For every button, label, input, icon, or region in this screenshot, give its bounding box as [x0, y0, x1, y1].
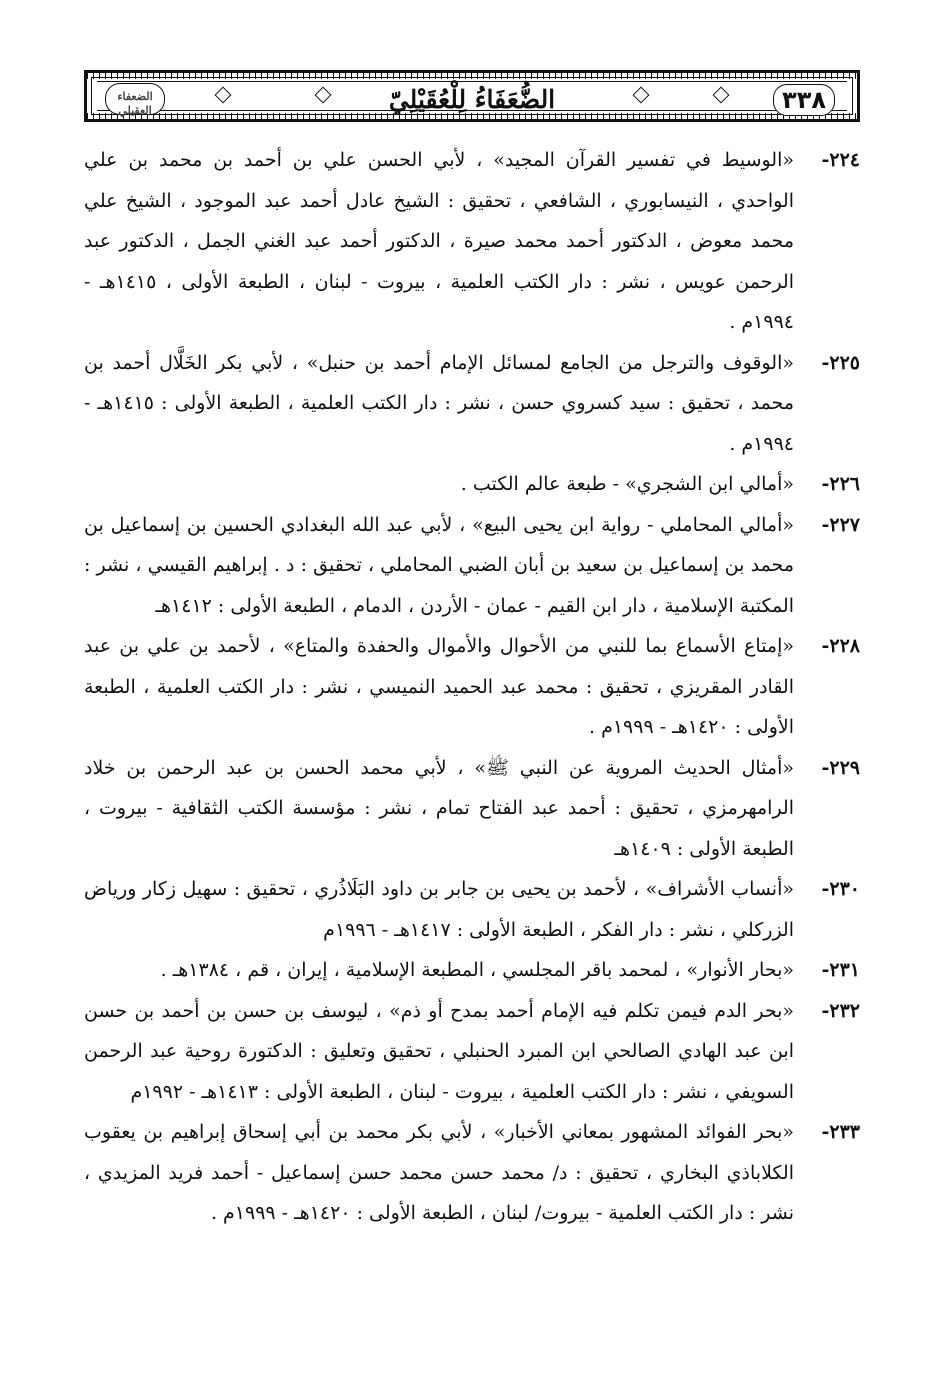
entry-text: «بحر الفوائد المشهور بمعاني الأخبار» ، لأبي بكر محمد بن أبي إسحاق إبراهيم بن يعقوب الكلاباذي البخاري ، تحقيق : د/ محمد حسن محمد حسن إسماعيل - أحمد فريد المزيدي ، نشر : دار الكتب العلمية - بيروت/ لبنان ، الطبعة الأولى : ١٤٢٠هـ - ١٩٩٩م . — [84, 1121, 794, 1224]
bibliography-entry — [84, 748, 860, 870]
entry-text: «بحار الأنوار» ، لمحمد باقر المجلسي ، المطبعة الإسلامية ، إيران ، قم ، ١٣٨٤هـ . — [160, 959, 794, 981]
entry-text: «الوسيط في تفسير القرآن المجيد» ، لأبي الحسن علي بن أحمد بن محمد بن علي الواحدي ، النيسابوري ، الشافعي ، تحقيق : الشيخ عادل أحمد عبد الموجود ، الشيخ علي محمد معوض ، الدكتور أحمد محمد صيرة ، الدكتور أحمد عبد الغني الجمل ، الدكتور عبد الرحمن عويس ، نشر : دار الكتب العلمية ، بيروت - لبنان ، الطبعة الأولى ، ١٤١٥هـ - ١٩٩٤م . — [84, 149, 794, 333]
entry-number: ٢٢٦- — [821, 473, 860, 495]
entry-number: ٢٣١- — [821, 959, 860, 981]
entry-number: ٢٢٥- — [821, 351, 860, 374]
entry-number: ٢٢٨- — [821, 635, 860, 657]
entry-text: «الوقوف والترجل من الجامع لمسائل الإمام أحمد بن حنبل» ، لأبي بكر الخَلَّال أحمد بن محمد ، تحقيق : سيد كسروي حسن ، نشر : دار الكتب العلمية ، الطبعة الأولى : ١٤١٥هـ - ١٩٩٤م . — [84, 351, 795, 455]
page-header-title: الضُّعَفَاءُ لِلْعُقَيْلِيّ — [388, 85, 556, 114]
entry-text: «أنساب الأشراف» ، لأحمد بن يحيى بن جابر بن داود البَلَاذُري ، تحقيق : سهيل زكار ورياض الزركلي ، نشر : دار الفكر ، الطبعة الأولى : ١٤١٧هـ - ١٩٩٦م — [84, 878, 794, 941]
page-number: ٣٣٨ — [773, 84, 835, 116]
page-header-frame — [84, 70, 860, 122]
bibliography-entry — [84, 343, 860, 465]
entry-number: ٢٢٩- — [821, 756, 860, 779]
entry-text: «بحر الدم فيمن تكلم فيه الإمام أحمد بمدح أو ذم» ، ليوسف بن حسن بن أحمد بن حسن ابن عبد الهادي الصالحي ابن المبرد الحنبلي ، تحقيق وتعليق : الدكتورة روحية عبد الرحمن السويفي ، نشر : دار الكتب العلمية ، بيروت - لبنان ، الطبعة الأولى : ١٤١٣هـ - ١٩٩٢م — [84, 999, 794, 1103]
bibliography-entry — [84, 464, 860, 505]
entry-text: «أمالي ابن الشجري» - طبعة عالم الكتب . — [460, 473, 794, 495]
bibliography-entry — [84, 991, 860, 1113]
entry-number: ٢٢٤- — [821, 149, 860, 171]
bibliography-entry — [84, 1112, 860, 1234]
medallion-text: الضعفاء العقيلي — [117, 90, 153, 117]
entry-number: ٢٣٠- — [821, 878, 860, 900]
entry-number: ٢٣٣- — [821, 1121, 860, 1143]
bibliography-entry — [84, 950, 860, 991]
entry-text: «أمثال الحديث المروية عن النبي ﷺ» ، لأبي محمد الحسن بن عبد الرحمن بن خلاد الرامهرمزي ، تحقيق : أحمد عبد الفتاح تمام ، نشر : مؤسسة الكتب الثقافية - بيروت ، الطبعة الأولى : ١٤٠٩هـ — [84, 756, 794, 860]
entry-number: ٢٣٢- — [821, 999, 860, 1022]
header-band — [97, 81, 847, 117]
bibliography-entry — [84, 626, 860, 748]
entry-text: «أمالي المحاملي - رواية ابن يحيى البيع» ، لأبي عبد الله البغدادي الحسين بن إسماعيل بن محمد بن إسماعيل بن سعيد بن أبان الضبي المحاملي ، تحقيق : د . إبراهيم القيسي ، نشر : المكتبة الإسلامية ، دار ابن القيم - عمان - الأردن ، الدمام ، الطبعة الأولى : ١٤١٢هـ — [84, 513, 794, 617]
bibliography-entry — [84, 869, 860, 950]
bibliography-list — [84, 140, 860, 1234]
bibliography-entry — [84, 140, 860, 343]
entry-number: ٢٢٧- — [821, 513, 860, 536]
bibliography-entry — [84, 505, 860, 627]
entry-text: «إمتاع الأسماع بما للنبي من الأحوال والأموال والحفدة والمتاع» ، لأحمد بن علي بن عبد القادر المقريزي ، تحقيق : محمد عبد الحميد النميسي ، نشر : دار الكتب العلمية ، الطبعة الأولى : ١٤٢٠هـ - ١٩٩٩م . — [84, 635, 794, 738]
